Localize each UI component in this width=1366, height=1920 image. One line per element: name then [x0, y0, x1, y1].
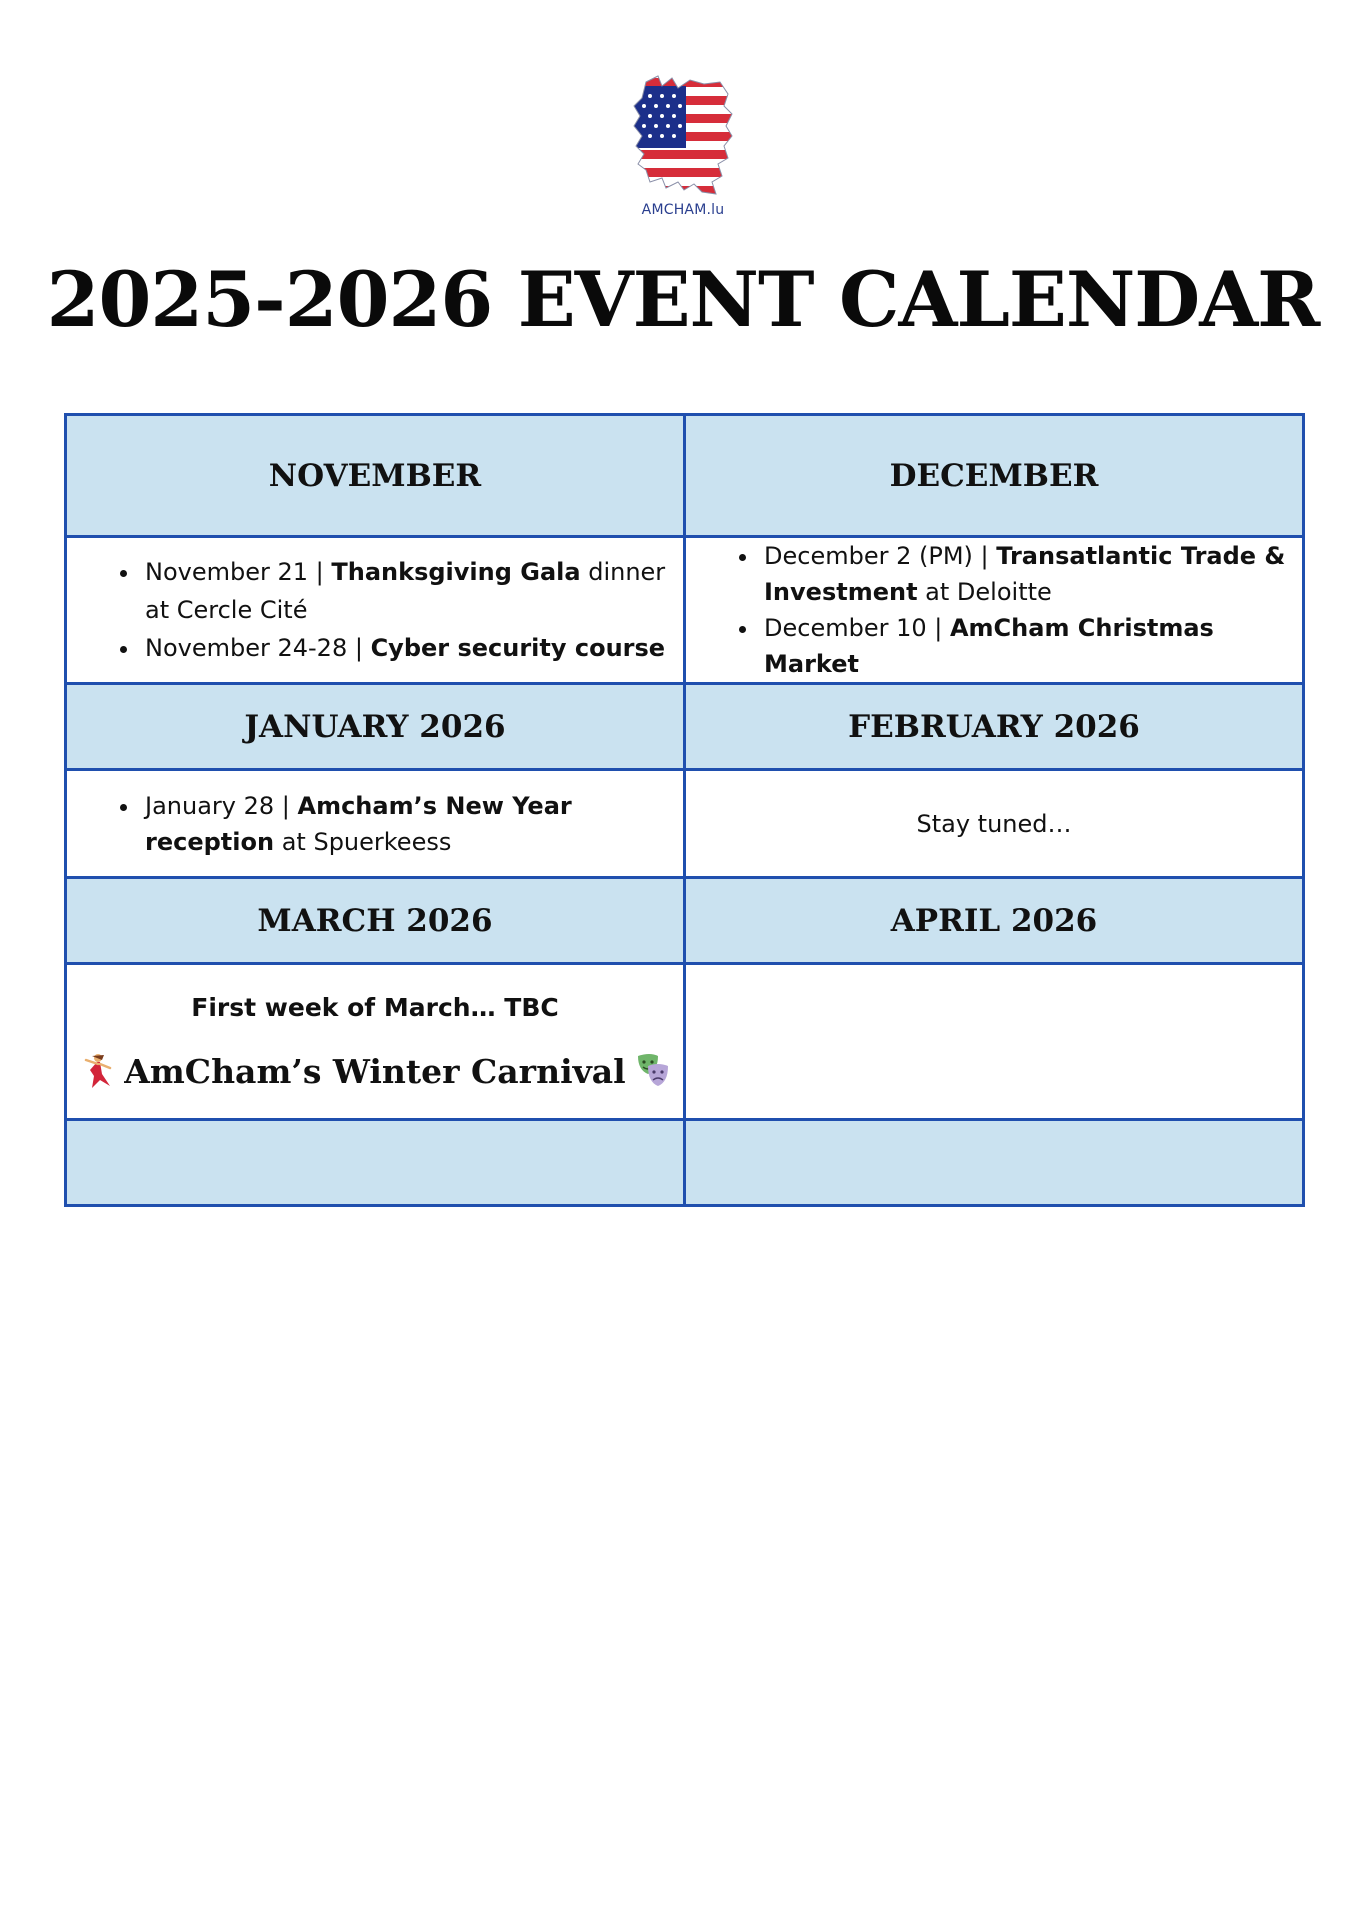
march-date-note: First week of March… TBC: [191, 992, 559, 1022]
month-events-december: [685, 537, 1304, 684]
month-events-march: [66, 964, 685, 1120]
event-calendar-table: [64, 413, 1305, 1207]
month-events-row: [66, 537, 1304, 684]
list-item: [141, 629, 673, 667]
month-heading-february: FEBRUARY 2026: [685, 684, 1304, 770]
theater-masks-emoji-icon: [636, 1052, 670, 1090]
event-list: [67, 553, 683, 667]
month-events-row: [66, 770, 1304, 878]
month-events-february: [685, 770, 1304, 878]
dancer-emoji-icon: [80, 1052, 114, 1090]
amcham-logo: [620, 72, 746, 232]
event-date: December 10 |: [764, 614, 950, 642]
event-name: Cyber security course: [370, 634, 666, 662]
list-item: [760, 610, 1292, 682]
event-details: at Deloitte: [917, 578, 1052, 606]
list-item: [141, 553, 673, 629]
event-date: December 2 (PM) |: [764, 542, 997, 570]
month-header-row: [66, 415, 1304, 537]
list-item: [141, 788, 673, 860]
empty-footer-row: [66, 1120, 1304, 1206]
month-events-row: [66, 964, 1304, 1120]
event-name: Thanksgiving Gala: [331, 558, 581, 586]
month-heading-december: DECEMBER: [685, 415, 1304, 537]
event-list: [67, 788, 683, 860]
event-date: January 28 |: [145, 791, 298, 820]
month-heading-november: NOVEMBER: [66, 415, 685, 537]
event-name: Transatlantic Trade & Investment: [764, 542, 1286, 606]
event-name: Amcham’s New Year reception: [145, 791, 572, 856]
month-events-april: [685, 964, 1304, 1120]
empty-cell: [66, 1120, 685, 1206]
event-date: November 21 |: [145, 558, 332, 586]
event-name: AmCham Christmas Market: [764, 614, 1214, 678]
winter-carnival-event: [67, 1052, 683, 1091]
stay-tuned-note: Stay tuned…: [916, 809, 1072, 838]
month-header-row: [66, 684, 1304, 770]
list-item: [760, 538, 1292, 610]
carnival-event-name: AmCham’s Winter Carnival: [124, 1051, 626, 1091]
month-heading-january: JANUARY 2026: [66, 684, 685, 770]
month-events-november: [66, 537, 685, 684]
month-heading-march: MARCH 2026: [66, 878, 685, 964]
event-list: [686, 538, 1302, 682]
event-date: November 24-28 |: [145, 634, 371, 662]
month-heading-april: APRIL 2026: [685, 878, 1304, 964]
month-events-january: [66, 770, 685, 878]
page-title: 2025-2026 EVENT CALENDAR: [46, 255, 1320, 344]
logo-caption: AMCHAM.lu: [641, 202, 725, 218]
event-details: dinner at Cercle Cité: [145, 558, 666, 624]
empty-cell: [685, 1120, 1304, 1206]
event-details: at Spuerkeess: [274, 827, 452, 856]
month-header-row: [66, 878, 1304, 964]
lion-flag-logo-icon: [628, 72, 738, 200]
